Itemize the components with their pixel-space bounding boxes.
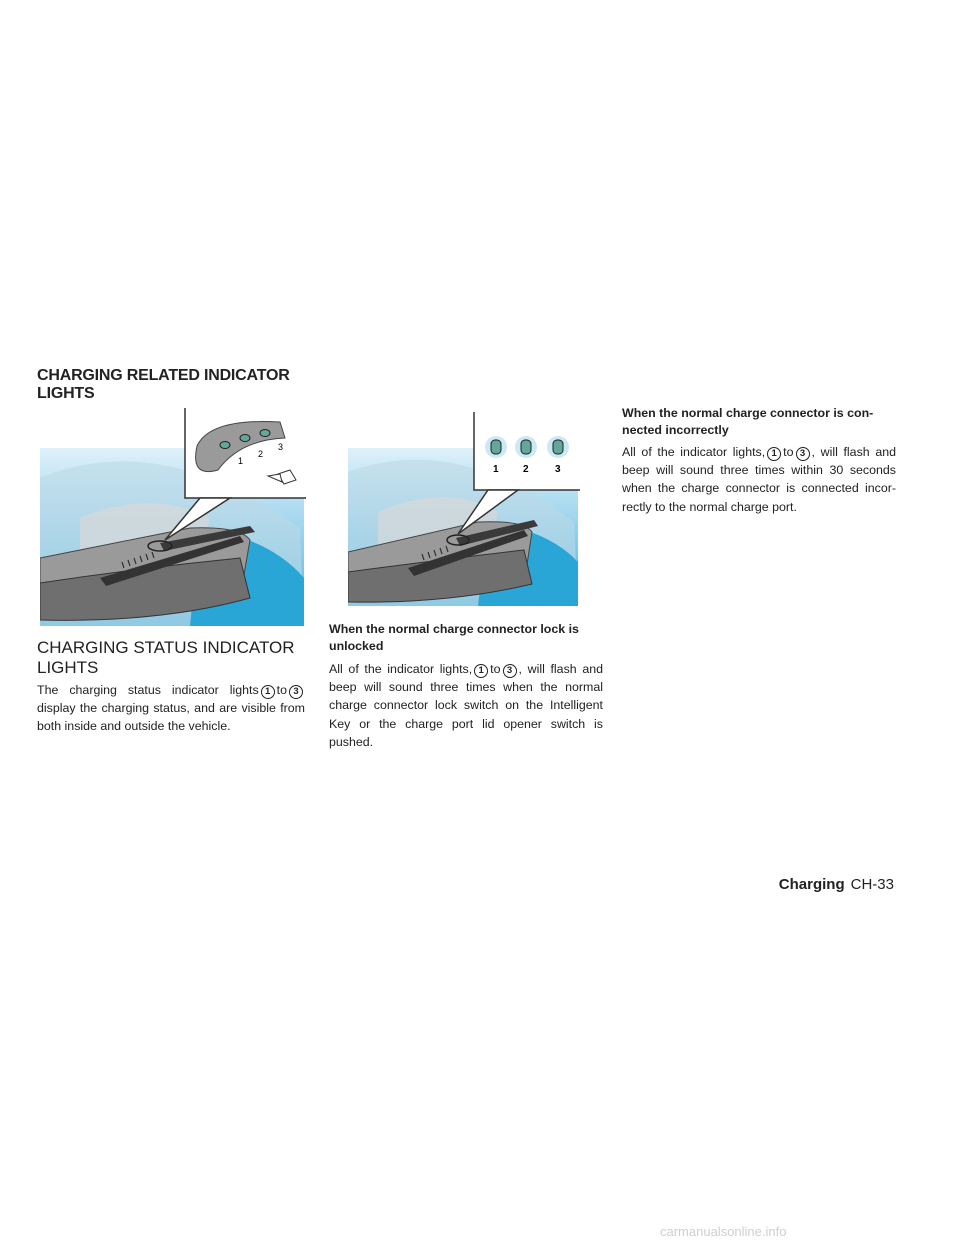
dashboard-indicator-illustration — [40, 408, 306, 626]
page-footer — [779, 876, 894, 893]
circled-number-3: 3 — [796, 447, 810, 461]
indicator-lights-flashing-illustration — [348, 412, 580, 606]
callout-label-1: 1 — [238, 456, 244, 466]
callout-label-2: 2 — [523, 464, 529, 475]
callout-label-3: 3 — [555, 464, 561, 475]
connector-lock-unlocked-paragraph: All of the indicator lights, 1 to 3 , will flash and beep will sound three times when the normal charge connector lock switch on the Intelligent Key or the charge port lid opener switch is pushed. — [329, 662, 603, 749]
watermark: carmanualsonline.info — [660, 1224, 787, 1239]
connector-lock-unlocked-heading: When the normal charge connector lock is unlocked — [329, 622, 579, 653]
circled-number-3: 3 — [503, 664, 517, 678]
connected-incorrectly-paragraph: All of the indicator lights, 1 to 3 , will flash and beep will sound three times within 30 seconds when the charge connector is connected incor-rectly to the normal charge port. — [622, 445, 896, 514]
circled-number-3: 3 — [289, 685, 303, 699]
circled-number-1: 1 — [261, 685, 275, 699]
charging-status-subheading: CHARGING STATUS INDICATOR LIGHTS — [37, 638, 295, 677]
callout-label-3: 3 — [278, 442, 284, 452]
page-number: CH-33 — [850, 876, 894, 893]
section-heading: CHARGING RELATED INDICATOR LIGHTS — [37, 367, 290, 402]
circled-number-1: 1 — [474, 664, 488, 678]
callout-label-2: 2 — [258, 449, 264, 459]
connected-incorrectly-heading: When the normal charge connector is con- nected incorrectly — [622, 406, 874, 437]
footer-section: Charging — [778, 876, 845, 893]
callout-label-1: 1 — [493, 464, 499, 475]
charging-status-paragraph: The charging status indicator lights 1 to 3 display the charging status, and are visible from both inside and outside the vehicle. — [37, 683, 305, 734]
circled-number-1: 1 — [767, 447, 781, 461]
